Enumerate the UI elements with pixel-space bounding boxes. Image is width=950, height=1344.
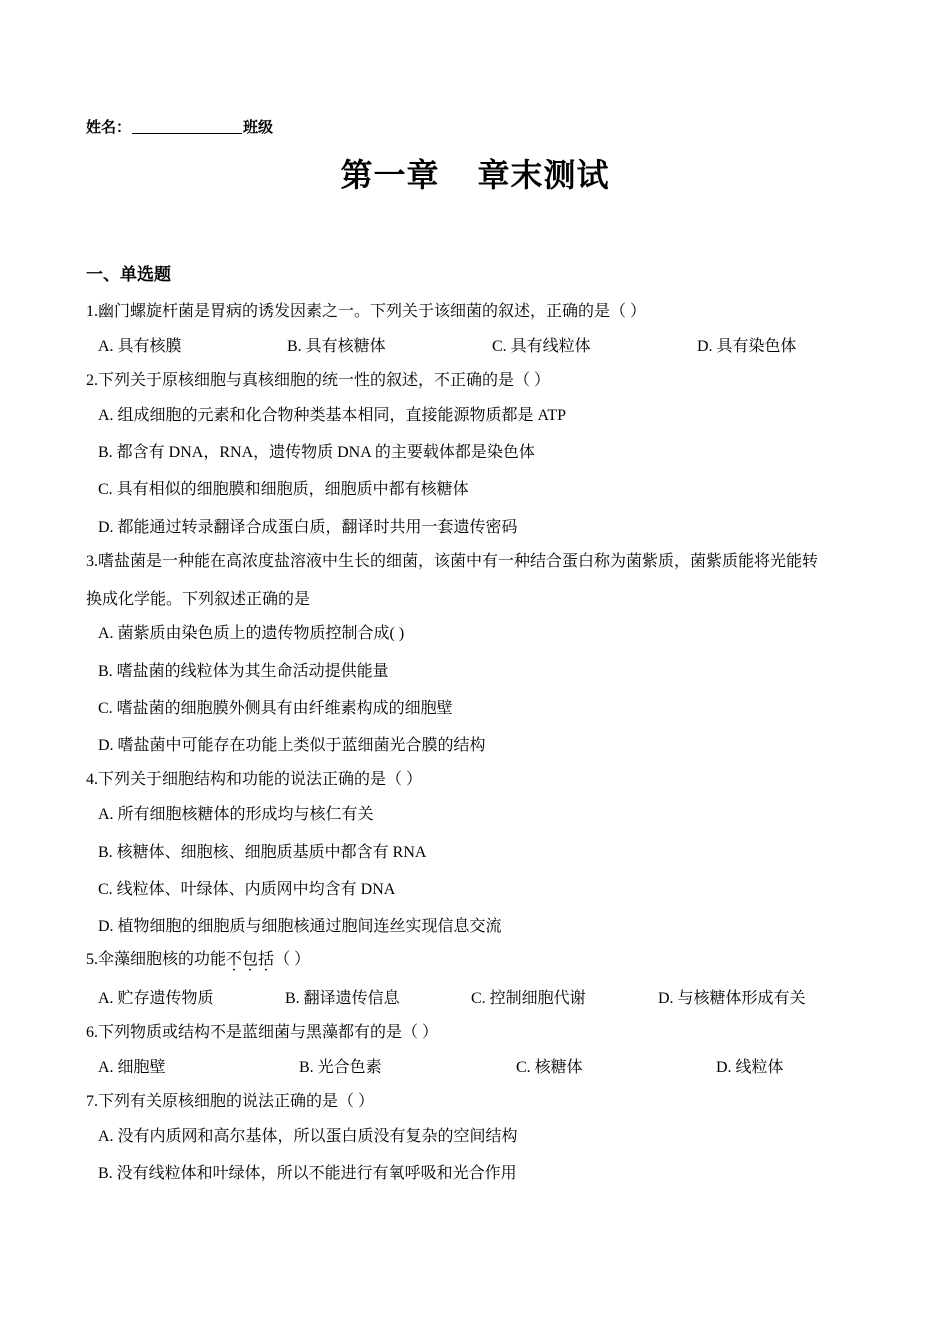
question-7-stem: 7.下列有关原核细胞的说法正确的是（ ）	[86, 1093, 375, 1110]
name-class-row	[86, 116, 273, 137]
q6-option-d: D. 线粒体	[716, 1059, 784, 1076]
question-4-stem: 4.下列关于细胞结构和功能的说法正确的是（ ）	[86, 771, 423, 788]
q7-option-a: A. 没有内质网和高尔基体，所以蛋白质没有复杂的空间结构	[98, 1128, 518, 1145]
q5-stem-post: （ ）	[274, 951, 311, 968]
q5-option-d: D. 与核糖体形成有关	[658, 990, 806, 1007]
q3-option-b: B. 嗜盐菌的线粒体为其生命活动提供能量	[98, 663, 389, 680]
q5-emph-char: 不	[226, 951, 243, 968]
title-test: 章末测试	[477, 156, 610, 194]
name-label: 姓名：	[86, 118, 132, 136]
class-label: 班级	[243, 118, 274, 136]
q1-option-c: C. 具有线粒体	[492, 338, 591, 355]
q3-option-d: D. 嗜盐菌中可能存在功能上类似于蓝细菌光合膜的结构	[98, 737, 486, 754]
q3-option-a: A. 菌紫质由染色质上的遗传物质控制合成( )	[98, 625, 405, 642]
question-6-stem: 6.下列物质或结构不是蓝细菌与黑藻都有的是（ ）	[86, 1024, 439, 1041]
q2-option-c: C. 具有相似的细胞膜和细胞质，细胞质中都有核糖体	[98, 481, 469, 498]
q7-option-b: B. 没有线粒体和叶绿体，所以不能进行有氧呼吸和光合作用	[98, 1165, 517, 1182]
q5-stem-pre: 5.伞藻细胞核的功能	[86, 951, 227, 968]
q6-option-c: C. 核糖体	[516, 1059, 583, 1076]
page-title	[0, 150, 950, 196]
q6-option-b: B. 光合色素	[299, 1059, 382, 1076]
q5-emph-char: 括	[258, 951, 275, 968]
question-5-stem	[86, 946, 310, 969]
q1-option-a: A. 具有核膜	[98, 338, 182, 355]
q2-option-a: A. 组成细胞的元素和化合物种类基本相同，直接能源物质都是 ATP	[98, 407, 567, 424]
section-heading: 一、单选题	[86, 265, 171, 285]
name-blank-line[interactable]	[132, 119, 242, 134]
question-2-stem: 2.下列关于原核细胞与真核细胞的统一性的叙述，不正确的是（ ）	[86, 372, 551, 389]
q4-option-a: A. 所有细胞核糖体的形成均与核仁有关	[98, 806, 374, 823]
q3-option-c: C. 嗜盐菌的细胞膜外侧具有由纤维素构成的细胞壁	[98, 700, 453, 717]
q4-option-b: B. 核糖体、细胞核、细胞质基质中都含有 RNA	[98, 844, 427, 861]
q5-option-a: A. 贮存遗传物质	[98, 990, 214, 1007]
question-3-stem-line2: 换成化学能。下列叙述正确的是	[86, 591, 311, 608]
title-chapter: 第一章	[340, 156, 440, 194]
q4-option-c: C. 线粒体、叶绿体、内质网中均含有 DNA	[98, 881, 396, 898]
q4-option-d: D. 植物细胞的细胞质与细胞核通过胞间连丝实现信息交流	[98, 918, 502, 935]
q1-option-d: D. 具有染色体	[697, 338, 797, 355]
question-3-stem-line1: 3.嗜盐菌是一种能在高浓度盐溶液中生长的细菌，该菌中有一种结合蛋白称为菌紫质，菌紫质能将光能转	[86, 553, 819, 570]
question-1-stem: 1.幽门螺旋杆菌是胃病的诱发因素之一。下列关于该细菌的叙述，正确的是（ ）	[86, 303, 647, 320]
q1-option-b: B. 具有核糖体	[287, 338, 386, 355]
q5-emph-char: 包	[242, 951, 259, 968]
q2-option-d: D. 都能通过转录翻译合成蛋白质，翻译时共用一套遗传密码	[98, 519, 518, 536]
q2-option-b: B. 都含有 DNA，RNA，遗传物质 DNA 的主要载体都是染色体	[98, 444, 535, 461]
q5-option-c: C. 控制细胞代谢	[471, 990, 586, 1007]
q6-option-a: A. 细胞壁	[98, 1059, 166, 1076]
q5-option-b: B. 翻译遗传信息	[285, 990, 400, 1007]
